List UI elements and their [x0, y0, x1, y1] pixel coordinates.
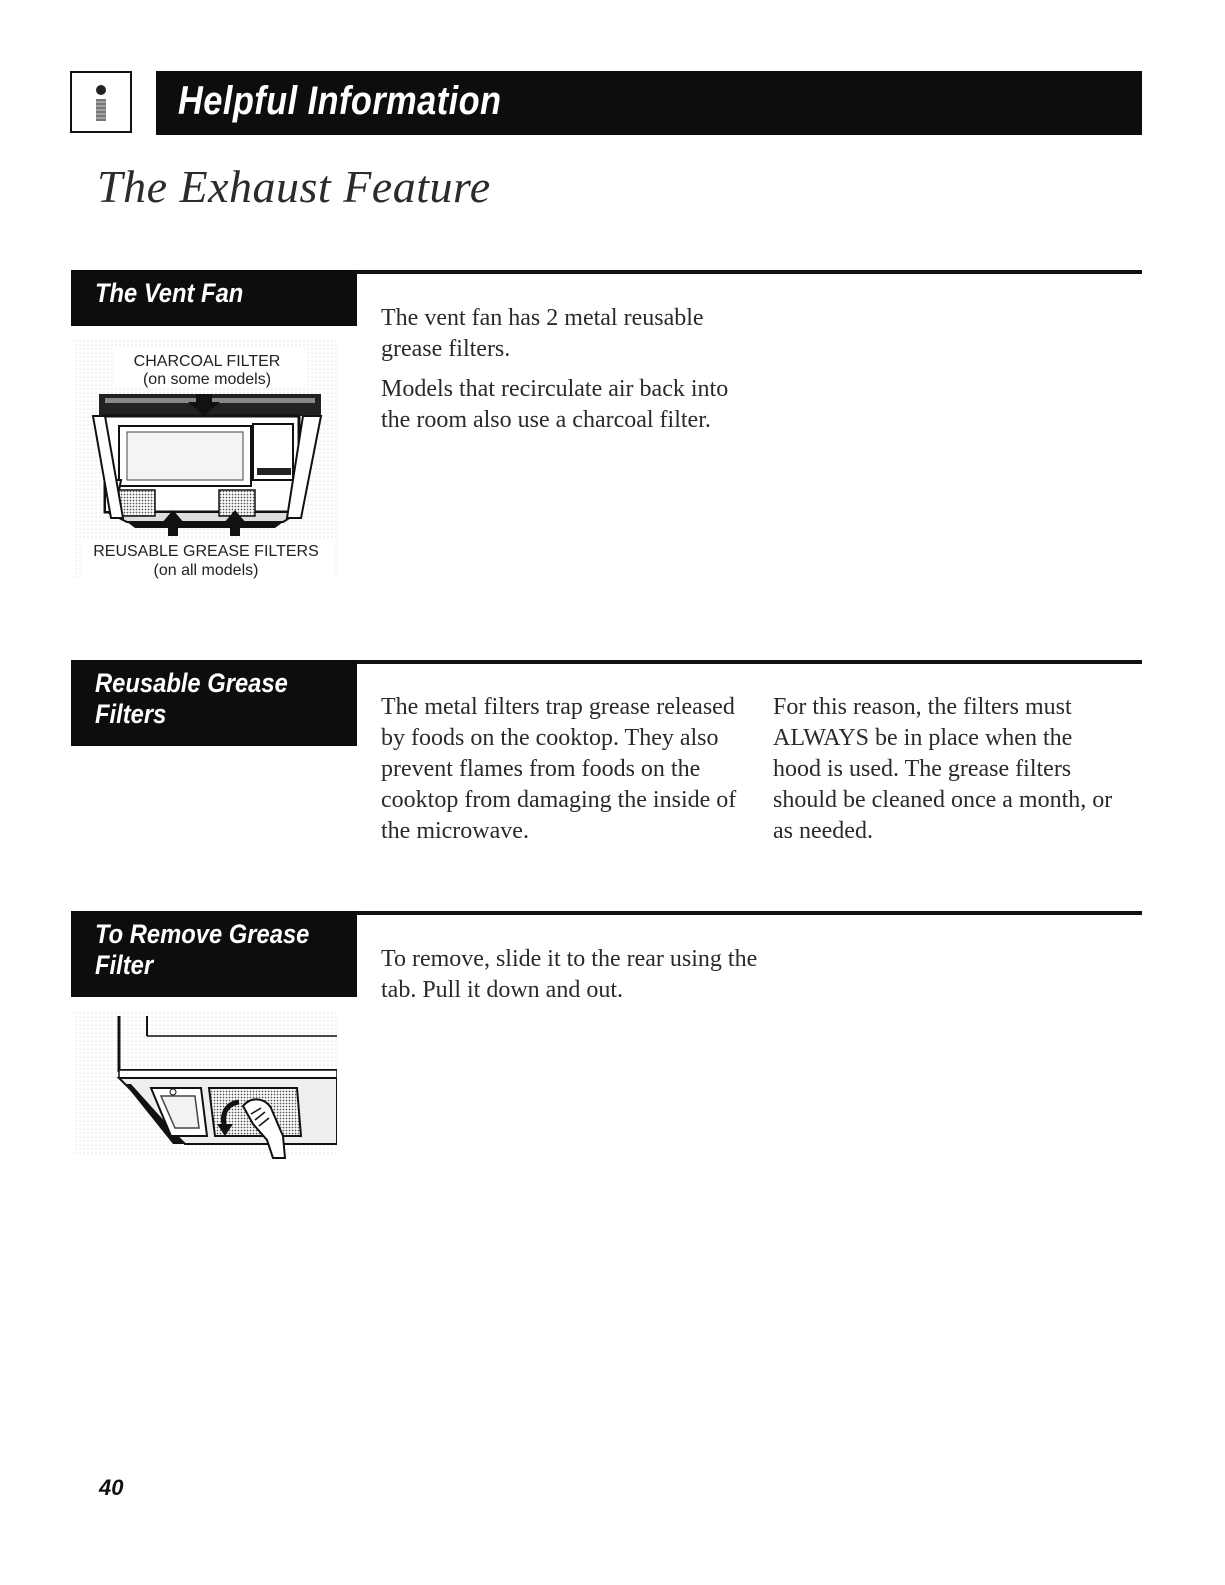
hand-removing-filter-icon: [75, 1012, 337, 1160]
page-number: 40: [99, 1475, 124, 1500]
section-rule-remove-filter: [356, 911, 1142, 915]
section-rule-reusable-filters: [356, 660, 1142, 664]
reusable-filters-col2: [773, 692, 1123, 856]
grease-filters-label: REUSABLE GREASE FILTERS: [93, 543, 319, 560]
section-label-text: [95, 668, 377, 730]
label-line-2: Filters: [95, 699, 167, 729]
microwave-vent-illustration: [75, 340, 337, 580]
paragraph: Models that recirculate air back into the room also use a charcoal filter.: [381, 376, 729, 433]
section-label-remove-filter: [71, 911, 357, 997]
grease-filters-sublabel: (on all models): [153, 562, 259, 579]
section-rule-vent-fan: [356, 270, 1142, 274]
section-label-vent-fan: [71, 270, 357, 326]
vent-fan-text: [381, 303, 751, 445]
label-line-1: Reusable Grease: [95, 668, 288, 698]
section-label-reusable-filters: [71, 660, 357, 746]
section-label-text: [95, 919, 377, 981]
charcoal-filter-label: CHARCOAL FILTER: [133, 353, 281, 370]
remove-filter-text: [381, 944, 761, 1015]
info-icon-graphic: [72, 73, 130, 131]
section-label-text: The Vent Fan: [95, 278, 244, 308]
paragraph: For this reason, the filters must ALWAYS be in place when the hood is used. The grease filters should be cleaned once a month, or as needed.: [773, 694, 1113, 844]
charcoal-filter-sublabel: (on some models): [142, 371, 272, 388]
section-banner: [156, 71, 1142, 135]
remove-filter-illustration: [75, 1012, 337, 1160]
paragraph: The vent fan has 2 metal reusable grease filters.: [381, 305, 704, 362]
label-line-1: To Remove Grease: [95, 919, 310, 949]
paragraph: The metal filters trap grease released by foods on the cooktop. They also prevent flames from foods on the cooktop from damaging the inside of the microwave.: [381, 694, 737, 844]
paragraph: To remove, slide it to the rear using the tab. Pull it down and out.: [381, 946, 758, 1003]
label-line-2: Filter: [95, 950, 154, 980]
banner-title: Helpful Information: [178, 79, 502, 123]
page-title: The Exhaust Feature: [97, 161, 491, 212]
info-icon: [70, 71, 132, 133]
reusable-filters-col1: [381, 692, 751, 856]
